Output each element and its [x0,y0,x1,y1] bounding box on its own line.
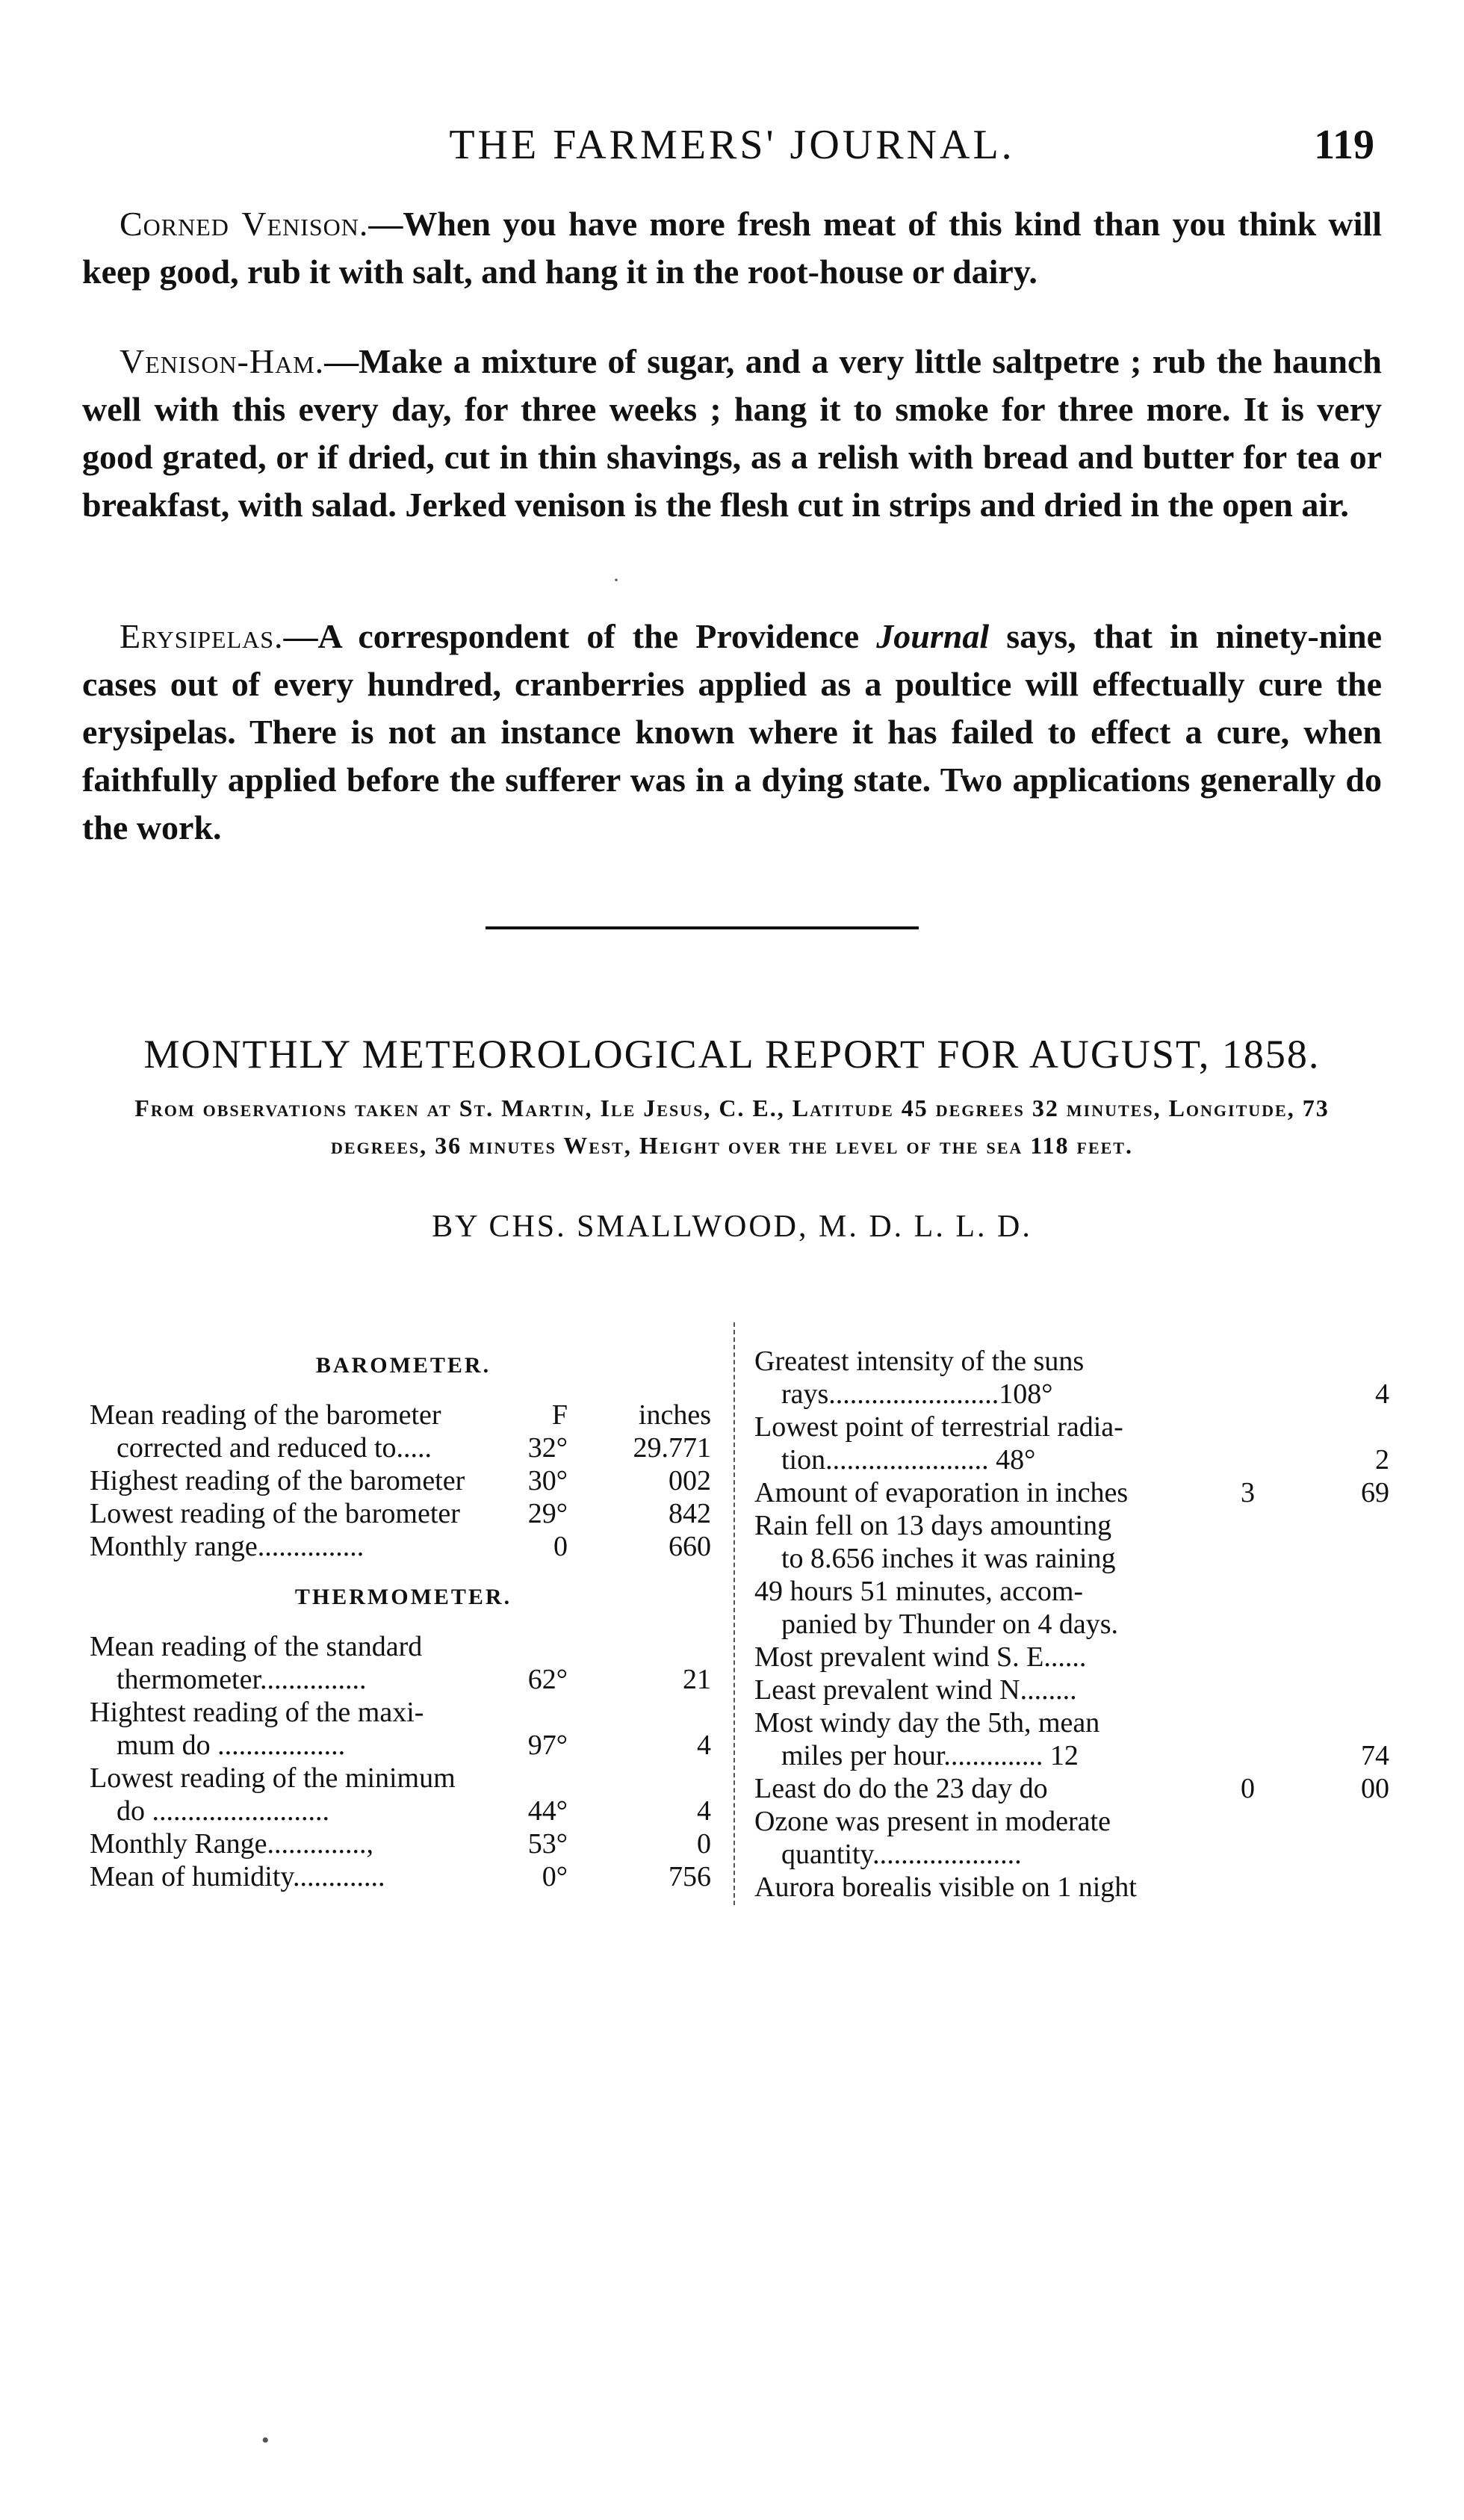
report-left-column [90,1345,717,1893]
report-row-label: Mean reading of the barometer [90,1399,441,1431]
report-row [754,1476,1389,1509]
article-venison-ham [82,338,1382,529]
report-row-value-secondary: 2 [1375,1444,1389,1476]
article-title: Corned Venison. [120,205,369,243]
report-row [90,1530,717,1563]
report-row-label: Mean reading of the standard [90,1631,423,1662]
report-row-label: Most windy day the 5th, mean [754,1707,1100,1739]
report-row-label: tion....................... 48° [781,1444,1036,1476]
speck-mark: · [612,568,620,592]
report-row [754,1674,1389,1706]
report-row [754,1509,1389,1542]
report-row-label: do ......................... [117,1795,329,1827]
article-title: Erysipelas. [120,617,284,655]
report-row-label: Amount of evaporation in inches [754,1477,1129,1508]
report-row-value-primary: 29° [527,1498,568,1529]
report-row-label: panied by Thunder on 4 days. [781,1609,1118,1640]
report-row-value-secondary: 21 [683,1664,711,1695]
report-subtitle: From observations taken at St. Martin, Ile Jesus, C. E., Latitude 45 degrees 32 minutes, Longitude, 73 degrees, 36 minutes West, Height over the level of the sea 118 feet. [134,1095,1330,1159]
report-row [90,1827,717,1860]
barometer-rows [90,1399,717,1563]
report-row-value-secondary: 0 [697,1828,711,1860]
report-row [90,1663,717,1696]
report-row-value-primary: 0 [553,1531,568,1562]
report-row-label: corrected and reduced to..... [117,1432,432,1464]
report-row [754,1378,1389,1411]
running-head [0,112,1464,172]
report-row-label: rays........................108° [781,1378,1053,1410]
report-row-value-primary: 0° [542,1861,568,1892]
report-row-label: mum do .................. [117,1730,346,1761]
report-row-value-secondary: 002 [669,1465,711,1496]
report-row [90,1431,717,1464]
report-row [754,1706,1389,1739]
report-row-label: quantity..................... [781,1839,1022,1870]
report-row [90,1497,717,1530]
report-row-label: Least prevalent wind N........ [754,1674,1077,1706]
article-text: —When you have more fresh meat of this kind than you think will keep good, rub it with salt, and hang it in the root-house or dairy. [82,205,1382,291]
report-row-label: Lowest reading of the barometer [90,1498,460,1529]
report-row-value-primary: 97° [527,1730,568,1761]
report-row [90,1630,717,1663]
report-row [90,1399,717,1431]
report-row [90,1464,717,1497]
report-row-label: Greatest intensity of the suns [754,1346,1085,1377]
report-row [754,1805,1389,1838]
report-row-value-secondary: inches [638,1399,711,1431]
report-row-value-primary: 62° [527,1664,568,1695]
report-author: BY CHS. SMALLWOOD, M. D. L. L. D. [432,1210,1032,1244]
article-corned-venison [82,200,1382,296]
report-row [754,1608,1389,1641]
report-row-label: Monthly range............... [90,1531,365,1562]
report-row-label: Ozone was present in moderate [754,1806,1111,1837]
report-row-label: thermometer............... [117,1664,367,1695]
report-row-value-secondary: 69 [1361,1477,1389,1508]
report-row-value-primary: 30° [527,1465,568,1496]
right-column-rows [754,1345,1389,1904]
article-title: Venison-Ham. [120,342,325,380]
section-divider-rule [486,926,919,929]
report-row-value-secondary: 660 [669,1531,711,1562]
article-text: says, that in ninety-nine cases out of every hundred, cranberries applied as a poultice will effectually cure the erysipelas. There is not an instance known where it has failed to effect a cure, when faithfully applied before the sufferer was in a dying state. Two applications generally do the work. [82,617,1382,846]
report-row-label: Most prevalent wind S. E...... [754,1641,1087,1673]
report-row [90,1762,717,1795]
report-row-value-primary: 32° [527,1432,568,1464]
report-row-value-primary: F [551,1399,568,1431]
report-row-value-secondary: 4 [1375,1378,1389,1410]
report-row [754,1542,1389,1575]
report-row-value-secondary: 756 [669,1861,711,1892]
article-text: —A correspondent of the Providence [283,617,877,655]
report-title: MONTHLY METEOROLOGICAL REPORT FOR AUGUST, 1858. [143,1032,1321,1077]
report-row-value-primary: 3 [1241,1477,1255,1508]
barometer-heading: BAROMETER. [315,1353,491,1378]
report-row-label: Lowest point of terrestrial radia- [754,1411,1123,1443]
article-erysipelas [82,613,1382,852]
report-row [754,1411,1389,1443]
report-row-label: Aurora borealis visible on 1 night [754,1872,1137,1903]
report-row-label: to 8.656 inches it was raining [781,1543,1116,1574]
article-text: —Make a mixture of sugar, and a very little saltpetre ; rub the haunch well with this every day, for three weeks ; hang it to smoke for three more. It is very good grated, or if dried, cut in thin shavings, as a relish with bread and butter for tea or breakfast, with salad. Jerked venison is the flesh cut in strips and dried in the open air. [82,342,1382,524]
report-row-value-primary: 53° [527,1828,568,1860]
report-row-label: Rain fell on 13 days amounting [754,1510,1112,1541]
report-row [90,1729,717,1762]
thermometer-heading: THERMOMETER. [294,1585,512,1609]
report-row [754,1575,1389,1608]
report-row-label: Monthly Range.............., [90,1828,373,1860]
report-row [754,1871,1389,1904]
report-row [754,1345,1389,1378]
report-row-value-secondary: 4 [697,1795,711,1827]
report-row [754,1641,1389,1674]
report-row-value-secondary: 842 [669,1498,711,1529]
report-row [754,1772,1389,1805]
report-row-value-secondary: 00 [1361,1773,1389,1804]
report-row-label: Lowest reading of the minimum [90,1762,456,1794]
report-row [90,1696,717,1729]
page-number: 119 [1314,122,1374,168]
report-row [90,1795,717,1827]
report-row-value-secondary: 29.771 [633,1432,711,1464]
report-row-value-primary: 44° [527,1795,568,1827]
report-row-value-secondary: 74 [1361,1740,1389,1771]
column-divider [733,1322,735,1905]
report-row-label: Mean of humidity............. [90,1861,385,1892]
report-row-value-primary: 0 [1241,1773,1255,1804]
report-row [754,1443,1389,1476]
report-right-column [754,1345,1389,1904]
report-row-label: Least do do the 23 day do [754,1773,1048,1804]
report-row-label: Hightest reading of the maxi- [90,1697,424,1728]
speck-mark: • [261,2428,270,2453]
report-row [754,1739,1389,1772]
journal-title: THE FARMERS' JOURNAL. [449,122,1015,168]
report-row [90,1860,717,1893]
report-row [754,1838,1389,1871]
thermometer-rows [90,1630,717,1893]
journal-name: Journal [876,617,990,655]
report-row-value-secondary: 4 [697,1730,711,1761]
report-row-label: Highest reading of the barometer [90,1465,465,1496]
report-row-label: 49 hours 51 minutes, accom- [754,1576,1084,1607]
report-row-label: miles per hour.............. 12 [781,1740,1079,1771]
